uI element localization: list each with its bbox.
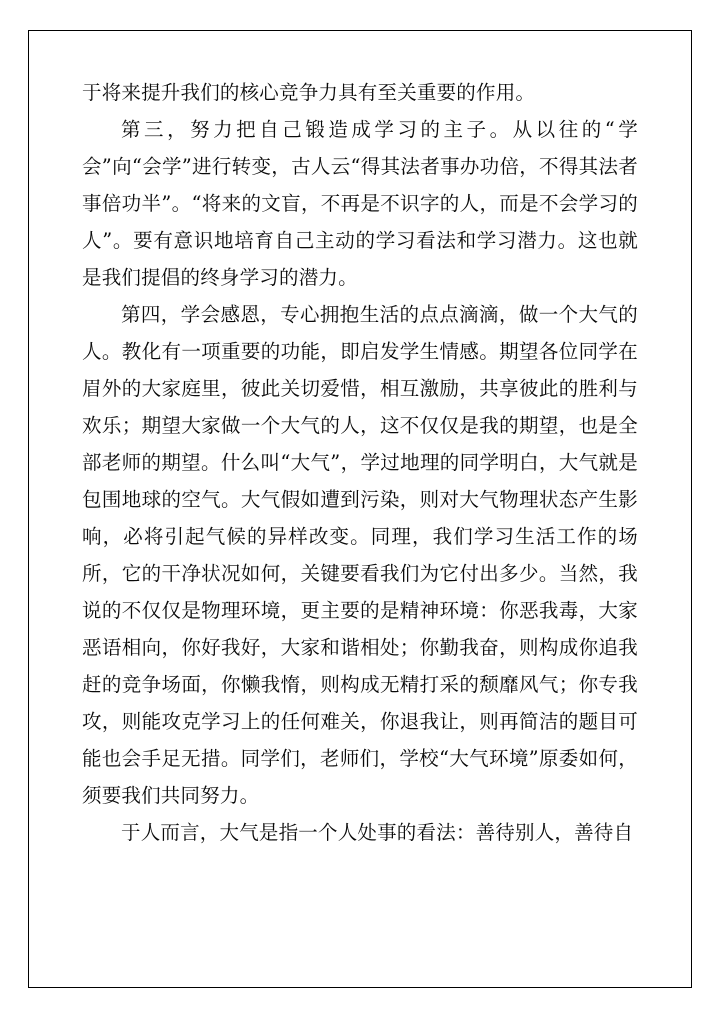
paragraph-4: 于人而言，大气是指一个人处事的看法：善待别人，善待自 — [121, 821, 634, 844]
paragraph-1: 于将来提升我们的核心竞争力具有至关重要的作用。 — [82, 81, 536, 104]
paragraph-2: 第三，努力把自己锻造成学习的主子。从以往的“学会”向“会学”进行转变，古人云“得其法者事办功倍，不得其法者事倍功半”。“将来的文盲，不再是不识字的人，而是不会学习的人”。要有意识地培育自己主动的学习看法和学习潜力。这也就是我们提倡的终身学习的潜力。 — [82, 118, 638, 289]
paragraph-3: 第四，学会感恩，专心拥抱生活的点点滴滴，做一个大气的人。教化有一项重要的功能，即启发学生情感。期望各位同学在眉外的大家庭里，彼此关切爱惜，相互激励，共享彼此的胜利与欢乐；期望大家做一个大气的人，这不仅仅是我的期望，也是全部老师的期望。什么叫“大气”，学过地理的同学明白，大气就是包围地球的空气。大气假如遭到污染，则对大气物理状态产生影响，必将引起气候的异样改变。同理，我们学习生活工作的场所，它的干净状况如何，关键要看我们为它付出多少。当然，我说的不仅仅是物理环境，更主要的是精神环境：你恶我毒，大家恶语相向，你好我好，大家和谐相处；你勤我奋，则构成你追我赶的竞争场面，你懒我惰，则构成无精打采的颓靡风气；你专我攻，则能攻克学习上的任何难关，你退我让，则再简洁的题目可能也会手足无措。同学们，老师们，学校“大气环境”原委如何，须要我们共同努力。 — [82, 303, 638, 807]
document-body — [82, 74, 638, 851]
